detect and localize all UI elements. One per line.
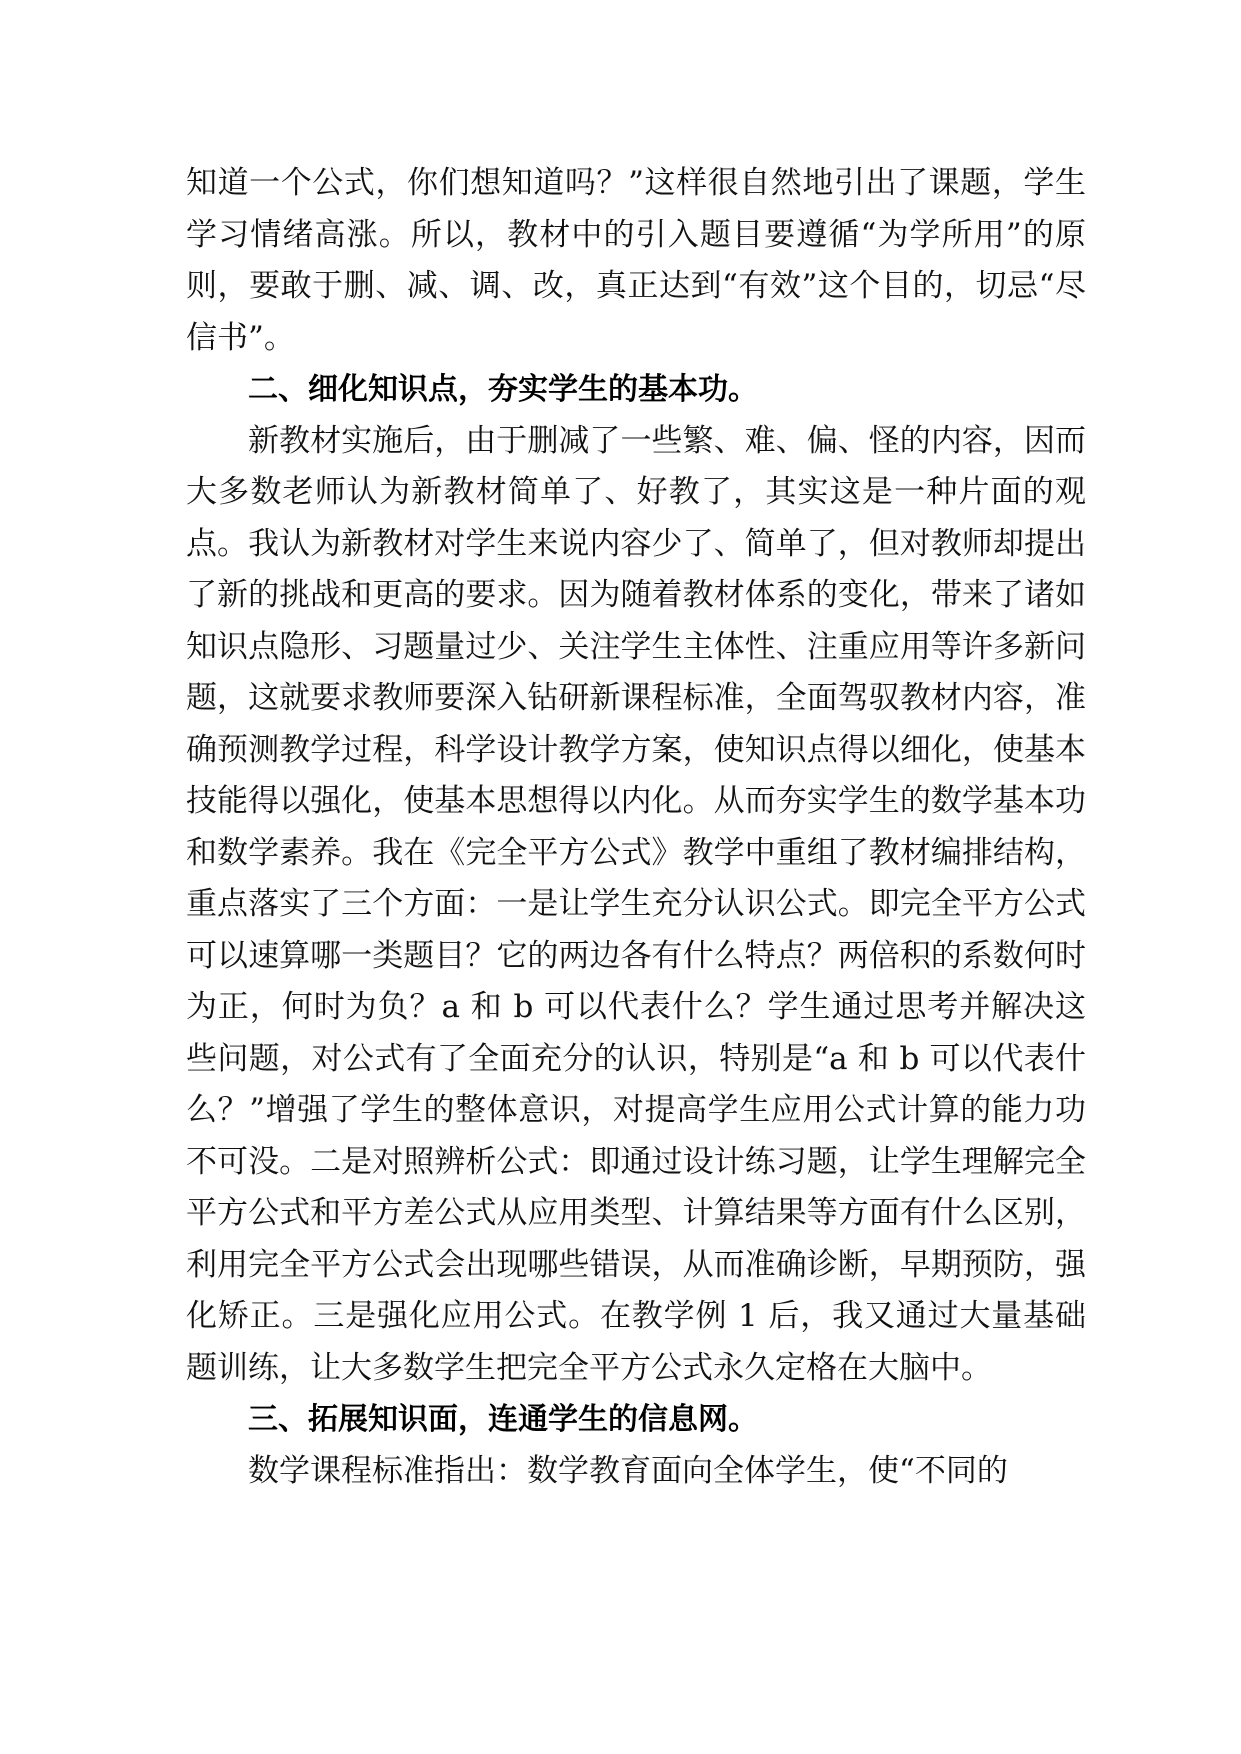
section-heading: 二、细化知识点，夯实学生的基本功。 xyxy=(248,372,758,407)
paragraph: 新教材实施后，由于删减了一些繁、难、偏、怪的内容，因而大多数老师认为新教材简单了、好教了，其实这是一种片面的观点。我认为新教材对学生来说内容少了、简单了，但对教师却提出了新的挑战和更高的要求。因为随着教材体系的变化，带来了诸如知识点隐形、习题量过少、关注学生主体性、注重应用等许多新问题，这就要求教师要深入钻研新课程标准，全面驾驭教材内容，准确预测教学过程，科学设计教学方案，使知识点得以细化，使基本技能得以强化，使基本思想得以内化。从而夯实学生的数学基本功和数学素养。我在《完全平方公式》教学中重组了教材编排结构，重点落实了三个方面：一是让学生充分认识公式。即完全平方公式可以速算哪一类题目？它的两边各有什么特点？两倍积的系数何时为正，何时为负？a 和 b 可以代表什么？学生通过思考并解决这些问题，对公式有了全面充分的认识，特别是“a 和 b 可以代表什么？”增强了学生的整体意识，对提高学生应用公式计算的能力功不可没。二是对照辨析公式：即通过设计练习题，让学生理解完全平方公式和平方差公式从应用类型、计算结果等方面有什么区别，利用完全平方公式会出现哪些错误，从而准确诊断，早期预防，强化矫正。三是强化应用公式。在教学例 1 后，我又通过大量基础题训练，让大多数学生把完全平方公式永久定格在大脑中。 xyxy=(186,422,1086,1386)
section-heading: 三、拓展知识面，连通学生的信息网。 xyxy=(248,1402,758,1437)
paragraph: 数学课程标准指出：数学教育面向全体学生，使“不同的 xyxy=(248,1452,1008,1489)
document-body xyxy=(186,158,1086,1497)
paragraph: 知道一个公式，你们想知道吗？”这样很自然地引出了课题，学生学习情绪高涨。所以，教材中的引入题目要遵循“为学所用”的原则，要敢于删、减、调、改，真正达到“有效”这个目的，切忌“尽信书”。 xyxy=(186,165,1086,356)
